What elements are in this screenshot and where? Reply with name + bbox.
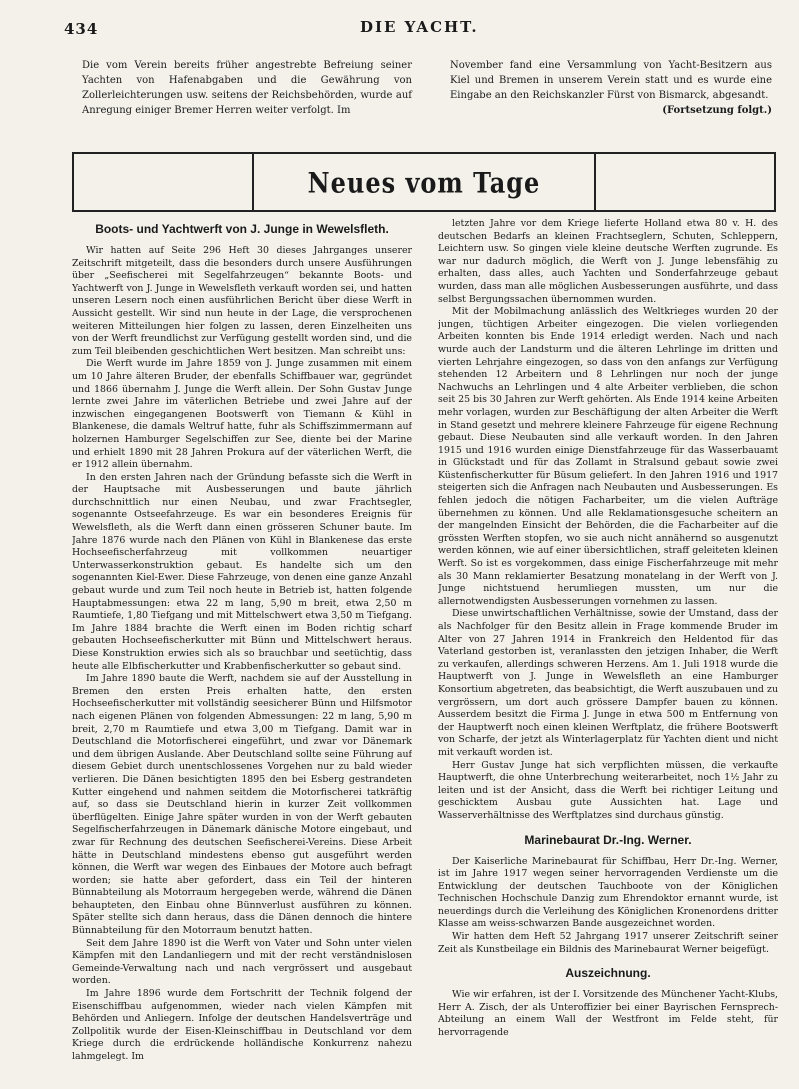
continued-note: (Fortsetzung folgt.) — [662, 105, 772, 116]
banner-center-box — [252, 154, 596, 210]
right-column — [438, 218, 778, 1080]
left-column — [72, 218, 412, 1080]
paragraph: Wir hatten dem Heft 52 Jahrgang 1917 unserer Zeitschrift seiner Zeit als Kunstbeilage ein Bildnis des Marinebaurat Werner beigefügt. — [438, 931, 778, 955]
running-head: DIE YACHT. — [360, 18, 479, 36]
top-right-block — [450, 58, 772, 118]
paragraph: Der Kaiserliche Marinebaurat für Schiffbau, Herr Dr.-Ing. Werner, ist im Jahre 1917 wegen seiner hervorragenden Verdienste um die Entwicklung der deutschen Tauchboote von der Königlichen Technischen Hochschule Danzig zum Ehrendoktor ernannt wurde, ist neuerdings durch die Verleihung des Königlichen Kronenordens dritter Klasse am weiss-schwarzen Bande ausgezeichnet worden. — [438, 855, 778, 930]
section-banner — [72, 152, 776, 212]
article-heading-werner: Marinebaurat Dr.-Ing. Werner. — [524, 832, 692, 847]
paragraph: Wie wir erfahren, ist der I. Vorsitzende des Münchener Yacht-Klubs, Herr A. Zisch, der als Unteroffizier bei einer Bayrischen Fernsprech-Abteilung an einem Wall der Westfront im Felde steht, für hervorragende — [438, 989, 778, 1039]
top-left-text: Die vom Verein bereits früher angestrebte Befreiung seiner Yachten von Hafenabgaben und die Gewährung von Zollerleichterungen usw. seitens der Reichsbehörden, wurde auf Anregung einiger Bremer Herren weiter verfolgt. Im — [82, 60, 412, 116]
paragraph: Im Jahre 1890 baute die Werft, nachdem sie auf der Ausstellung in Bremen den ersten Preis erhalten hatte, den ersten Hochseefischerkutter mit vollständig seesicherer Bünn und Hilfsmotor nach eigenen Plänen von folgenden Abmessungen: 22 m lang, 5,90 m breit, 2,70 m Raumtiefe und etwa 3,00 m Tiefgang. Damit war in Deutschland die Motorfischerei eingeführt, und zwar vor Dänemark und dem übrigen Auslande. Aber Deutschland sollte seine Führung auf diesem Gebiet durch unentschlossenes Vorgehen nur zu bald wieder verlieren. Die Dänen besichtigten 1895 den bei Esberg gestrandeten Kutter eingehend und nahmen seitdem die Motorfischerei tatkräftig auf, so dass sie Deutschland hierin in kurzer Zeit vollkommen überflügelten. Einige Jahre später wurden in von der Werft gebauten Segelfischerfahrzeugen in Dänemark dänische Motore eingebaut, und zwar für Rechnung des deutschen Seefischerei-Vereins. Diese Arbeit hätte in Deutschland mindestens ebenso gut ausgeführt werden können, die Werft war wegen des Einbaues der Motore auch befragt worden; sie hatte aber gefordert, dass ein Teil der hinteren Bünnabteilung als Motorraum hergegeben werde, während die Dänen behaupteten, den Einbau ohne Bünnverlust ausführen zu können. Später stellte sich dann heraus, dass die Dänen dennoch die hintere Bünnabteilung für den Motorraum benutzt hatten. — [72, 673, 412, 937]
paragraph: Im Jahre 1896 wurde dem Fortschritt der Technik folgend der Eisenschiffbau aufgenommen, wieder nach vielen Kämpfen mit Behörden und Anliegern. Infolge der deutschen Handelsverträge und Zollpolitik wurde der Eisen-Kleinschiffbau in Deutschland vor dem Kriege durch die erdrückende holländische Konkurrenz nahezu lahmgelegt. Im — [72, 988, 412, 1062]
top-right-text: November fand eine Versammlung von Yacht-Besitzern aus Kiel und Bremen in unserem Verein statt und es wurde eine Eingabe an den Reichskanzler Fürst von Bismarck, abgesandt. — [450, 60, 772, 101]
article-heading-auszeichnung: Auszeichnung. — [565, 966, 651, 981]
paragraph: Die Werft wurde im Jahre 1859 von J. Junge zusammen mit einem um 10 Jahre älteren Bruder, der ebenfalls Schiffbauer war, gegründet und 1866 übernahm J. Junge die Werft allein. Der Sohn Gustav Junge lernte zwei Jahre im väterlichen Betriebe und zwei Jahre auf der inzwischen eingegangenen Bootswerft von Tiemann & Kühl in Blankenese, die damals Weltruf hatte, fuhr als Schiffszimmermann auf holzernen Hamburger Segelschiffen zur See, diente bei der Marine und erhielt 1890 mit 28 Jahren Prokura auf der väterlichen Werft, die er 1912 allein übernahm. — [72, 358, 412, 471]
top-continuation — [82, 58, 772, 118]
banner-title: Neues vom Tage — [307, 165, 541, 199]
paragraph: Diese unwirtschaftlichen Verhältnisse, sowie der Umstand, dass der als Nachfolger für den Besitz allein in Frage kommende Bruder im Alter von 27 Jahren 1914 in Frankreich den Heldentod für das Vaterland gestorben ist, veranlassten den jetzigen Inhaber, die Werft zu verkaufen, allerdings schweren Herzens. Am 1. Juli 1918 wurde die Hauptwerft von J. Junge in Wewelsfleth an eine Hamburger Konsortium abgetreten, das beabsichtigt, die Werft auszubauen und zu vergrössern, um dort auch grössere Dampfer bauen zu können. Ausserdem besitzt die Firma J. Junge in etwa 500 m Entfernung von der Hauptwerft noch einen kleinen Werftplatz, die frühere Bootswerft von Scharfe, der jetzt als Winterlagerplatz für Yachten dient und nicht mit verkauft worden ist. — [438, 608, 778, 758]
article-heading: Boots- und Yachtwerft von J. Junge in Wewelsfleth. — [95, 222, 389, 236]
paragraph: Wir hatten auf Seite 296 Heft 30 dieses Jahrganges unserer Zeitschrift mitgeteilt, dass die besonders durch unsere Ausführungen über „Seefischerei mit Segelfahrzeugen“ bekannte Boots- und Yachtwerft von J. Junge in Wewelsfleth verkauft worden sei, und hatten unseren Lesern noch einen ausführlichen Bericht über diese Werft in Aussicht gestellt. Wir sind nun heute in der Lage, die versprochenen weiteren Mitteilungen hier folgen zu lassen, deren Einzelheiten uns von der Werft freundlichst zur Verfügung gestellt worden sind, und die zum Teil bleibenden geschichtlichen Wert besitzen. Man schreibt uns: — [72, 245, 412, 357]
paragraph: Herr Gustav Junge hat sich verpflichten müssen, die verkaufte Hauptwerft, die ohne Unterbrechung weiterarbeitet, noch 1½ Jahr zu leiten und ist der Ansicht, dass die Werft bei richtiger Leitung und geschicktem Ausbau gute Aussichten hat. Lage und Wasserverhältnisse des Werftplatzes sind durchaus günstig. — [438, 759, 778, 821]
article-columns — [72, 218, 778, 1080]
paragraph: In den ersten Jahren nach der Gründung befasste sich die Werft in der Hauptsache mit Ausbesserungen und baute jährlich durchschnittlich nur einen Neubau, und zwar Frachtsegler, sogenannte Ostseefahrzeuge. Es war ein besonderes Ereignis für Wewelsfleth, als die Werft dann einen grösseren Schuner baute. Im Jahre 1876 wurde nach den Plänen von Kühl in Blankenese das erste Hochseefischerfahrzeug mit vollkommen neuartiger Unterwasserkonstruktion gebaut. Es handelte sich um den sogenannten Kiel-Ewer. Diese Fahrzeuge, von denen eine ganze Anzahl gebaut wurde und zum Teil noch heute in Betrieb ist, hatten folgende Hauptabmessungen: etwa 22 m lang, 5,90 m breit, etwa 2,50 m Raumtiefe, 1,80 Tiefgang und mit Mittelschwert etwa 3,50 m Tiefgang. Im Jahre 1884 brachte die Werft einen im Boden richtig scharf gebauten Hochseefischerkutter mit Bünn und Mittelschwert heraus. Diese Konstruktion erwies sich als so brauchbar und seetüchtig, dass heute alle Elbfischerkutter und Krabbenfischerkutter so gebaut sind. — [72, 471, 412, 672]
paragraph: Seit dem Jahre 1890 ist die Werft von Vater und Sohn unter vielen Kämpfen mit den Landanliegern und mit der recht verständnislosen Gemeinde-Verwaltung nach und nach vergrössert und ausgebaut worden. — [72, 937, 412, 987]
paragraph: Mit der Mobilmachung anlässlich des Weltkrieges wurden 20 der jungen, tüchtigen Arbeiter eingezogen. Die vielen vorliegenden Arbeiten konnten bis Ende 1914 erledigt werden. Nach und nach wurde auch der Landsturm und die älteren Lehrlinge im dritten und vierten Lehrjahre eingezogen, so dass von den anfangs zur Verfügung stehenden 12 Arbeitern und 8 Lehrlingen nur noch der junge Nachwuchs an Lehrlingen und 4 alte Arbeiter verblieben, die schon seit 25 bis 30 Jahren zur Werft gehörten. Als Ende 1914 keine Arbeiten mehr vorlagen, wurden zur Beschäftigung der alten Arbeiter die Werft in Stand gesetzt und mehrere kleinere Fahrzeuge für eigene Rechnung gebaut. Diese Neubauten sind alle verkauft worden. In den Jahren 1915 und 1916 wurden einige Dienstfahrzeuge für das Wasserbauamt in Glückstadt und für das Zollamt in Stralsund gebaut sowie zwei Küstenfischerkutter für Büsum geliefert. In den Jahren 1916 und 1917 steigerten sich die Anfragen nach Neubauten und Ausbesserungen. Es fehlen jedoch die nötigen Facharbeiter, um die vielen Aufträge übernehmen zu können. Und alle Reklamationsgesuche scheitern an der mangelnden Einsicht der Behörden, die die Facharbeiter auf die grössten Werften stopfen, wo sie auch nicht annähernd so ausgenutzt werden können, wie auf einer übersichtlichen, straff geleiteten kleinen Werft. So ist es vorgekommen, dass einige Fischerfahrzeuge mit mehr als 30 Mann reklamierter Besatzung monatelang in der Werft von J. Junge nichtstuend herumliegen mussten, um nur die allernotwendigsten Ausbesserungen vornehmen zu lassen. — [438, 306, 778, 607]
banner-right-box — [596, 154, 774, 210]
page-number: 434 — [64, 20, 99, 38]
banner-left-box — [74, 154, 252, 210]
paragraph: letzten Jahre vor dem Kriege lieferte Holland etwa 80 v. H. des deutschen Bedarfs an kleinen Frachtseglern, Schuten, Schleppern, Leichtern usw. So gingen viele kleine deutsche Werften zugrunde. Es war nur dadurch möglich, die Werft von J. Junge lebensfähig zu erhalten, dass alles, auch Yachten und Sonderfahrzeuge gebaut wurden, dass man alle möglichen Ausbesserungen ausführte, und dass selbst Bergungssachen übernommen wurden. — [438, 218, 778, 305]
